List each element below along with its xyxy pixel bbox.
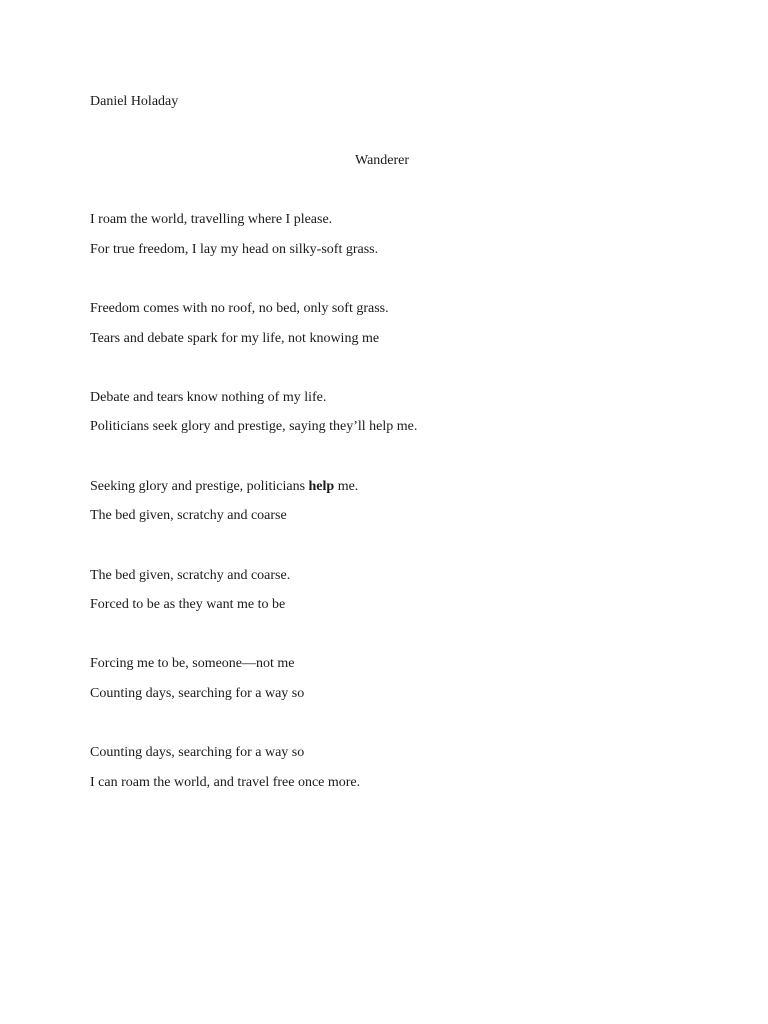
poem-line: Forced to be as they want me to be — [90, 597, 286, 612]
poem-line: Counting days, searching for a way so — [90, 686, 305, 701]
poem-line: I roam the world, travelling where I please. — [90, 212, 333, 227]
poem-line: Tears and debate spark for my life, not knowing me — [90, 331, 380, 346]
poem-line: Politicians seek glory and prestige, saying they’ll help me. — [90, 419, 418, 434]
poem-line-text: Seeking glory and prestige, politicians — [90, 479, 309, 494]
poem-line: The bed given, scratchy and coarse. — [90, 568, 291, 583]
poem-title: Wanderer — [355, 153, 410, 168]
poem-line: Freedom comes with no roof, no bed, only soft grass. — [90, 301, 389, 316]
poem-line — [90, 478, 358, 496]
poem-line: Forcing me to be, someone—not me — [90, 656, 295, 671]
poem-line: Debate and tears know nothing of my life. — [90, 390, 327, 405]
poem-line: For true freedom, I lay my head on silky-soft grass. — [90, 242, 379, 257]
bold-word: help — [308, 479, 335, 494]
poem-line-text: me. — [334, 479, 359, 494]
poem-line: Counting days, searching for a way so — [90, 745, 305, 760]
poem-line: The bed given, scratchy and coarse — [90, 508, 287, 523]
author-name: Daniel Holaday — [90, 94, 179, 109]
poem-line: I can roam the world, and travel free once more. — [90, 775, 361, 790]
